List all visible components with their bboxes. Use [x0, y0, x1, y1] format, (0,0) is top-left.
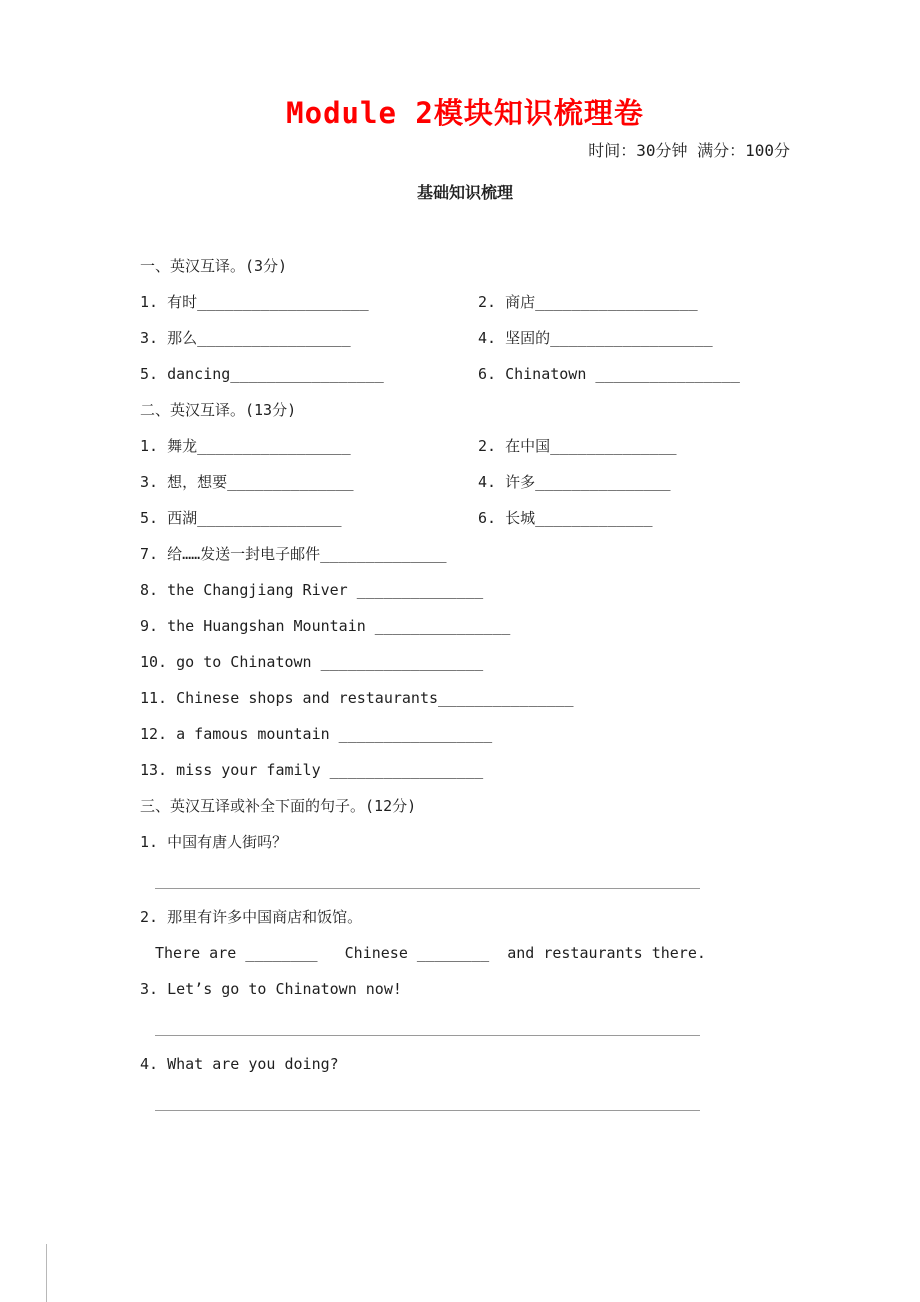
translation-item: 3. 那么_________________: [140, 329, 351, 347]
answer-line: [155, 1082, 700, 1111]
section-1-header: 一、英汉互译。(3分): [140, 257, 288, 275]
section-2-header: 二、英汉互译。(13分): [140, 401, 297, 419]
translation-item: 7. 给……发送一封电子邮件______________: [140, 545, 447, 563]
section-1: [140, 248, 790, 392]
translation-item: 4. 坚固的__________________: [478, 329, 713, 347]
translation-row: [140, 428, 790, 464]
section-2: [140, 392, 790, 788]
section-3-header: 三、英汉互译或补全下面的句子。(12分): [140, 797, 417, 815]
translation-item: 4. 许多_______________: [478, 473, 671, 491]
translation-item: 11. Chinese shops and restaurants_______________: [140, 689, 574, 707]
translation-row: [140, 320, 790, 356]
question-prompt: 4. What are you doing?: [140, 1055, 339, 1073]
translation-item: 6. 长城_____________: [478, 509, 653, 527]
translation-item: 8. the Changjiang River ______________: [140, 581, 484, 599]
sentence-item: [140, 971, 790, 1036]
page-title: Module 2模块知识梳理卷: [286, 96, 644, 130]
answer-line: [155, 860, 700, 889]
exam-meta: 时间：30分钟 满分：100分: [588, 141, 790, 160]
translation-item: 6. Chinatown ________________: [478, 365, 740, 383]
translation-item: 5. 西湖________________: [140, 509, 342, 527]
translation-row: [140, 500, 790, 536]
translation-row: [140, 356, 790, 392]
translation-item: 3. 想，想要______________: [140, 473, 354, 491]
question-prompt: 1. 中国有唐人街吗？: [140, 833, 288, 851]
translation-item: 1. 有时___________________: [140, 293, 369, 311]
question-prompt: 2. 那里有许多中国商店和饭馆。: [140, 908, 363, 926]
translation-item: 1. 舞龙_________________: [140, 437, 351, 455]
fill-in-sentence: There are ________ Chinese ________ and restaurants there.: [155, 944, 706, 962]
question-prompt: 3. Let’s go to Chinatown now!: [140, 980, 402, 998]
answer-line: [155, 1007, 700, 1036]
sentence-item: [140, 824, 790, 889]
translation-item: 5. dancing_________________: [140, 365, 384, 383]
sentence-item: [140, 1046, 790, 1111]
translation-item: 2. 商店__________________: [478, 293, 698, 311]
translation-item: 12. a famous mountain _________________: [140, 725, 493, 743]
translation-item: 10. go to Chinatown __________________: [140, 653, 484, 671]
translation-item: 13. miss your family _________________: [140, 761, 484, 779]
translation-item: 9. the Huangshan Mountain _______________: [140, 617, 511, 635]
section-3: [140, 788, 790, 1111]
worksheet-subtitle: 基础知识梳理: [416, 183, 513, 202]
translation-row: [140, 464, 790, 500]
translation-row: [140, 284, 790, 320]
translation-item: 2. 在中国______________: [478, 437, 677, 455]
sentence-item: [140, 899, 790, 971]
page-edge-line: [46, 1244, 47, 1302]
